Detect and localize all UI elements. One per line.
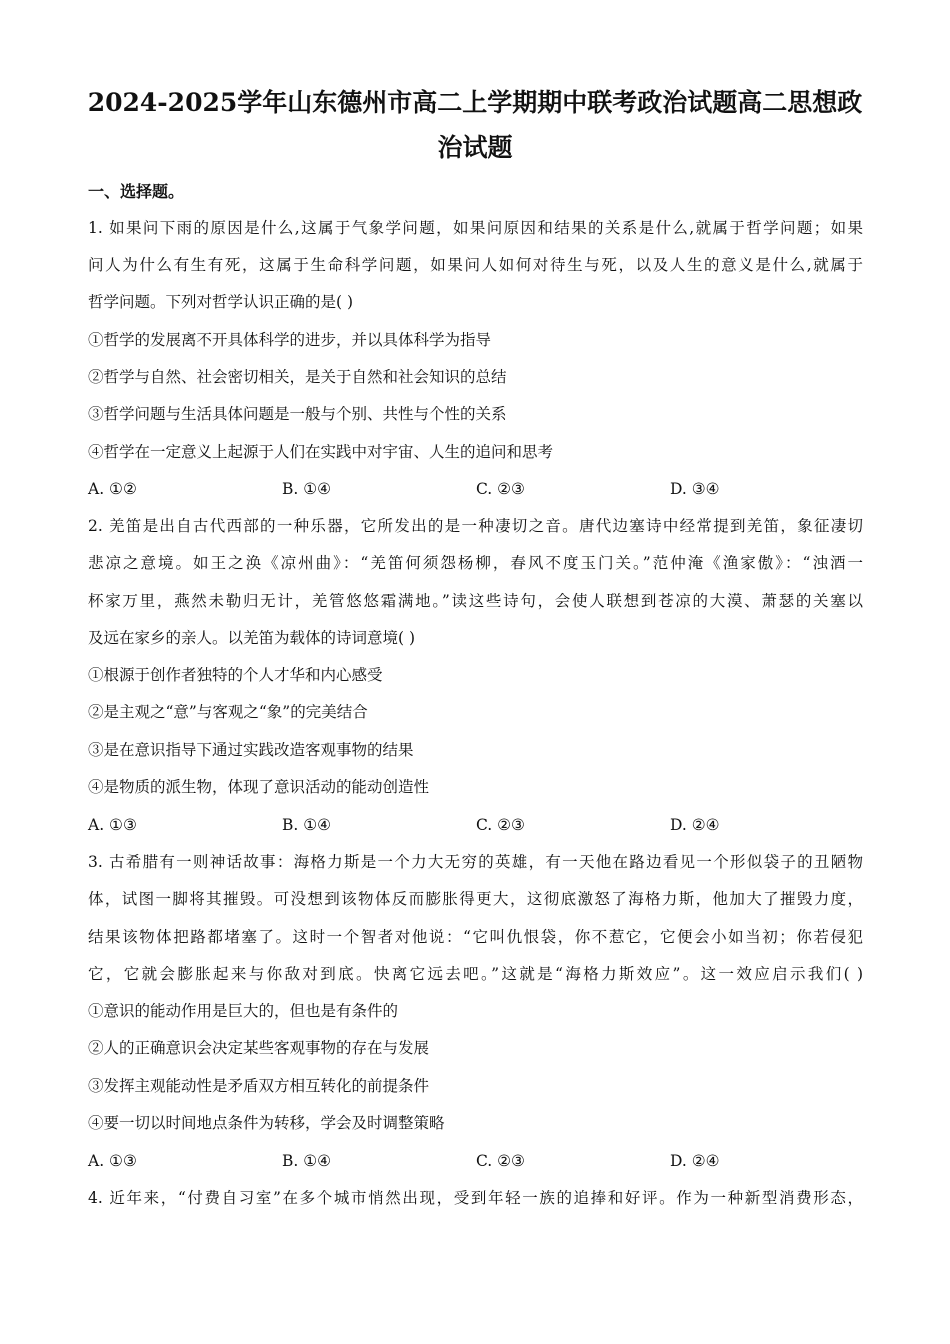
q1-option-b[interactable]: B. ①④ <box>282 480 332 498</box>
q4-line-1: 4. 近年来，“付费自习室”在多个城市悄然出现，受到年轻一族的追捧和好评。作为一种新型消费形态， <box>88 1189 863 1207</box>
title-line-1: 2024-2025学年山东德州市高二上学期期中联考政治试题高二思想政 <box>87 88 863 117</box>
q1-option-a[interactable]: A. ①② <box>88 480 137 498</box>
q3-statement-4: ④要一切以时间地点条件为转移，学会及时调整策略 <box>88 1114 445 1132</box>
q1-line-3: 哲学问题。下列对哲学认识正确的是( ) <box>88 293 354 311</box>
q2-line-2: 悲凉之意境。如王之涣《凉州曲》：“羌笛何须怨杨柳，春风不度玉门关。”范仲淹《渔家傲》：“浊酒一 <box>88 554 863 572</box>
q3-line-3: 结果该物体把路都堵塞了。这时一个智者对他说：“它叫仇恨袋，你不惹它，它便会小如当初；你若侵犯 <box>88 928 863 946</box>
q1-option-d[interactable]: D. ③④ <box>670 480 720 498</box>
q1-statement-1: ①哲学的发展离不开具体科学的进步，并以具体科学为指导 <box>88 331 492 349</box>
q3-line-1: 3. 古希腊有一则神话故事：海格力斯是一个力大无穷的英雄，有一天他在路边看见一个形似袋子的丑陋物 <box>88 853 863 871</box>
q3-option-d[interactable]: D. ②④ <box>670 1152 720 1170</box>
q1-line-2: 问人为什么有生有死，这属于生命科学问题，如果问人如何对待生与死，以及人生的意义是什么,就属于 <box>88 256 863 274</box>
q3-statement-1: ①意识的能动作用是巨大的，但也是有条件的 <box>88 1002 399 1020</box>
section-heading: 一、选择题。 <box>88 182 185 201</box>
q1-option-c[interactable]: C. ②③ <box>476 480 525 498</box>
q3-line-2: 体，试图一脚将其摧毁。可没想到该物体反而膨胀得更大，这彻底激怒了海格力斯，他加大了摧毁力度， <box>88 890 863 908</box>
q2-line-4: 及远在家乡的亲人。以羌笛为载体的诗词意境( ) <box>88 629 416 647</box>
q2-statement-4: ④是物质的派生物，体现了意识活动的能动创造性 <box>88 778 430 796</box>
q3-statement-3: ③发挥主观能动性是矛盾双方相互转化的前提条件 <box>88 1077 430 1095</box>
q3-option-b[interactable]: B. ①④ <box>282 1152 332 1170</box>
q1-statement-3: ③哲学问题与生活具体问题是一般与个别、共性与个性的关系 <box>88 405 507 423</box>
q2-statement-3: ③是在意识指导下通过实践改造客观事物的结果 <box>88 741 414 759</box>
q3-option-c[interactable]: C. ②③ <box>476 1152 525 1170</box>
q3-statement-2: ②人的正确意识会决定某些客观事物的存在与发展 <box>88 1039 430 1057</box>
q2-option-b[interactable]: B. ①④ <box>282 816 332 834</box>
title-line-2: 治试题 <box>437 133 513 162</box>
q2-option-d[interactable]: D. ②④ <box>670 816 720 834</box>
q2-line-1: 2. 羌笛是出自古代西部的一种乐器，它所发出的是一种凄切之音。唐代边塞诗中经常提到羌笛，象征凄切 <box>88 517 863 535</box>
q2-option-c[interactable]: C. ②③ <box>476 816 525 834</box>
q3-option-a[interactable]: A. ①③ <box>88 1152 137 1170</box>
q2-line-3: 杯家万里，燕然未勒归无计，羌管悠悠霜满地。”读这些诗句，会使人联想到苍凉的大漠、萧瑟的关塞以 <box>88 592 863 610</box>
q1-line-1: 1. 如果问下雨的原因是什么,这属于气象学问题，如果问原因和结果的关系是什么,就属于哲学问题；如果 <box>88 219 863 237</box>
q2-statement-2: ②是主观之“意”与客观之“象”的完美结合 <box>88 703 368 721</box>
q1-statement-4: ④哲学在一定意义上起源于人们在实践中对宇宙、人生的追问和思考 <box>88 443 554 461</box>
q3-line-4: 它，它就会膨胀起来与你敌对到底。快离它远去吧。”这就是“海格力斯效应”。这一效应启示我们( ) <box>88 965 863 983</box>
q2-option-a[interactable]: A. ①③ <box>88 816 137 834</box>
q1-statement-2: ②哲学与自然、社会密切相关，是关于自然和社会知识的总结 <box>88 368 507 386</box>
q2-statement-1: ①根源于创作者独特的个人才华和内心感受 <box>88 666 383 684</box>
